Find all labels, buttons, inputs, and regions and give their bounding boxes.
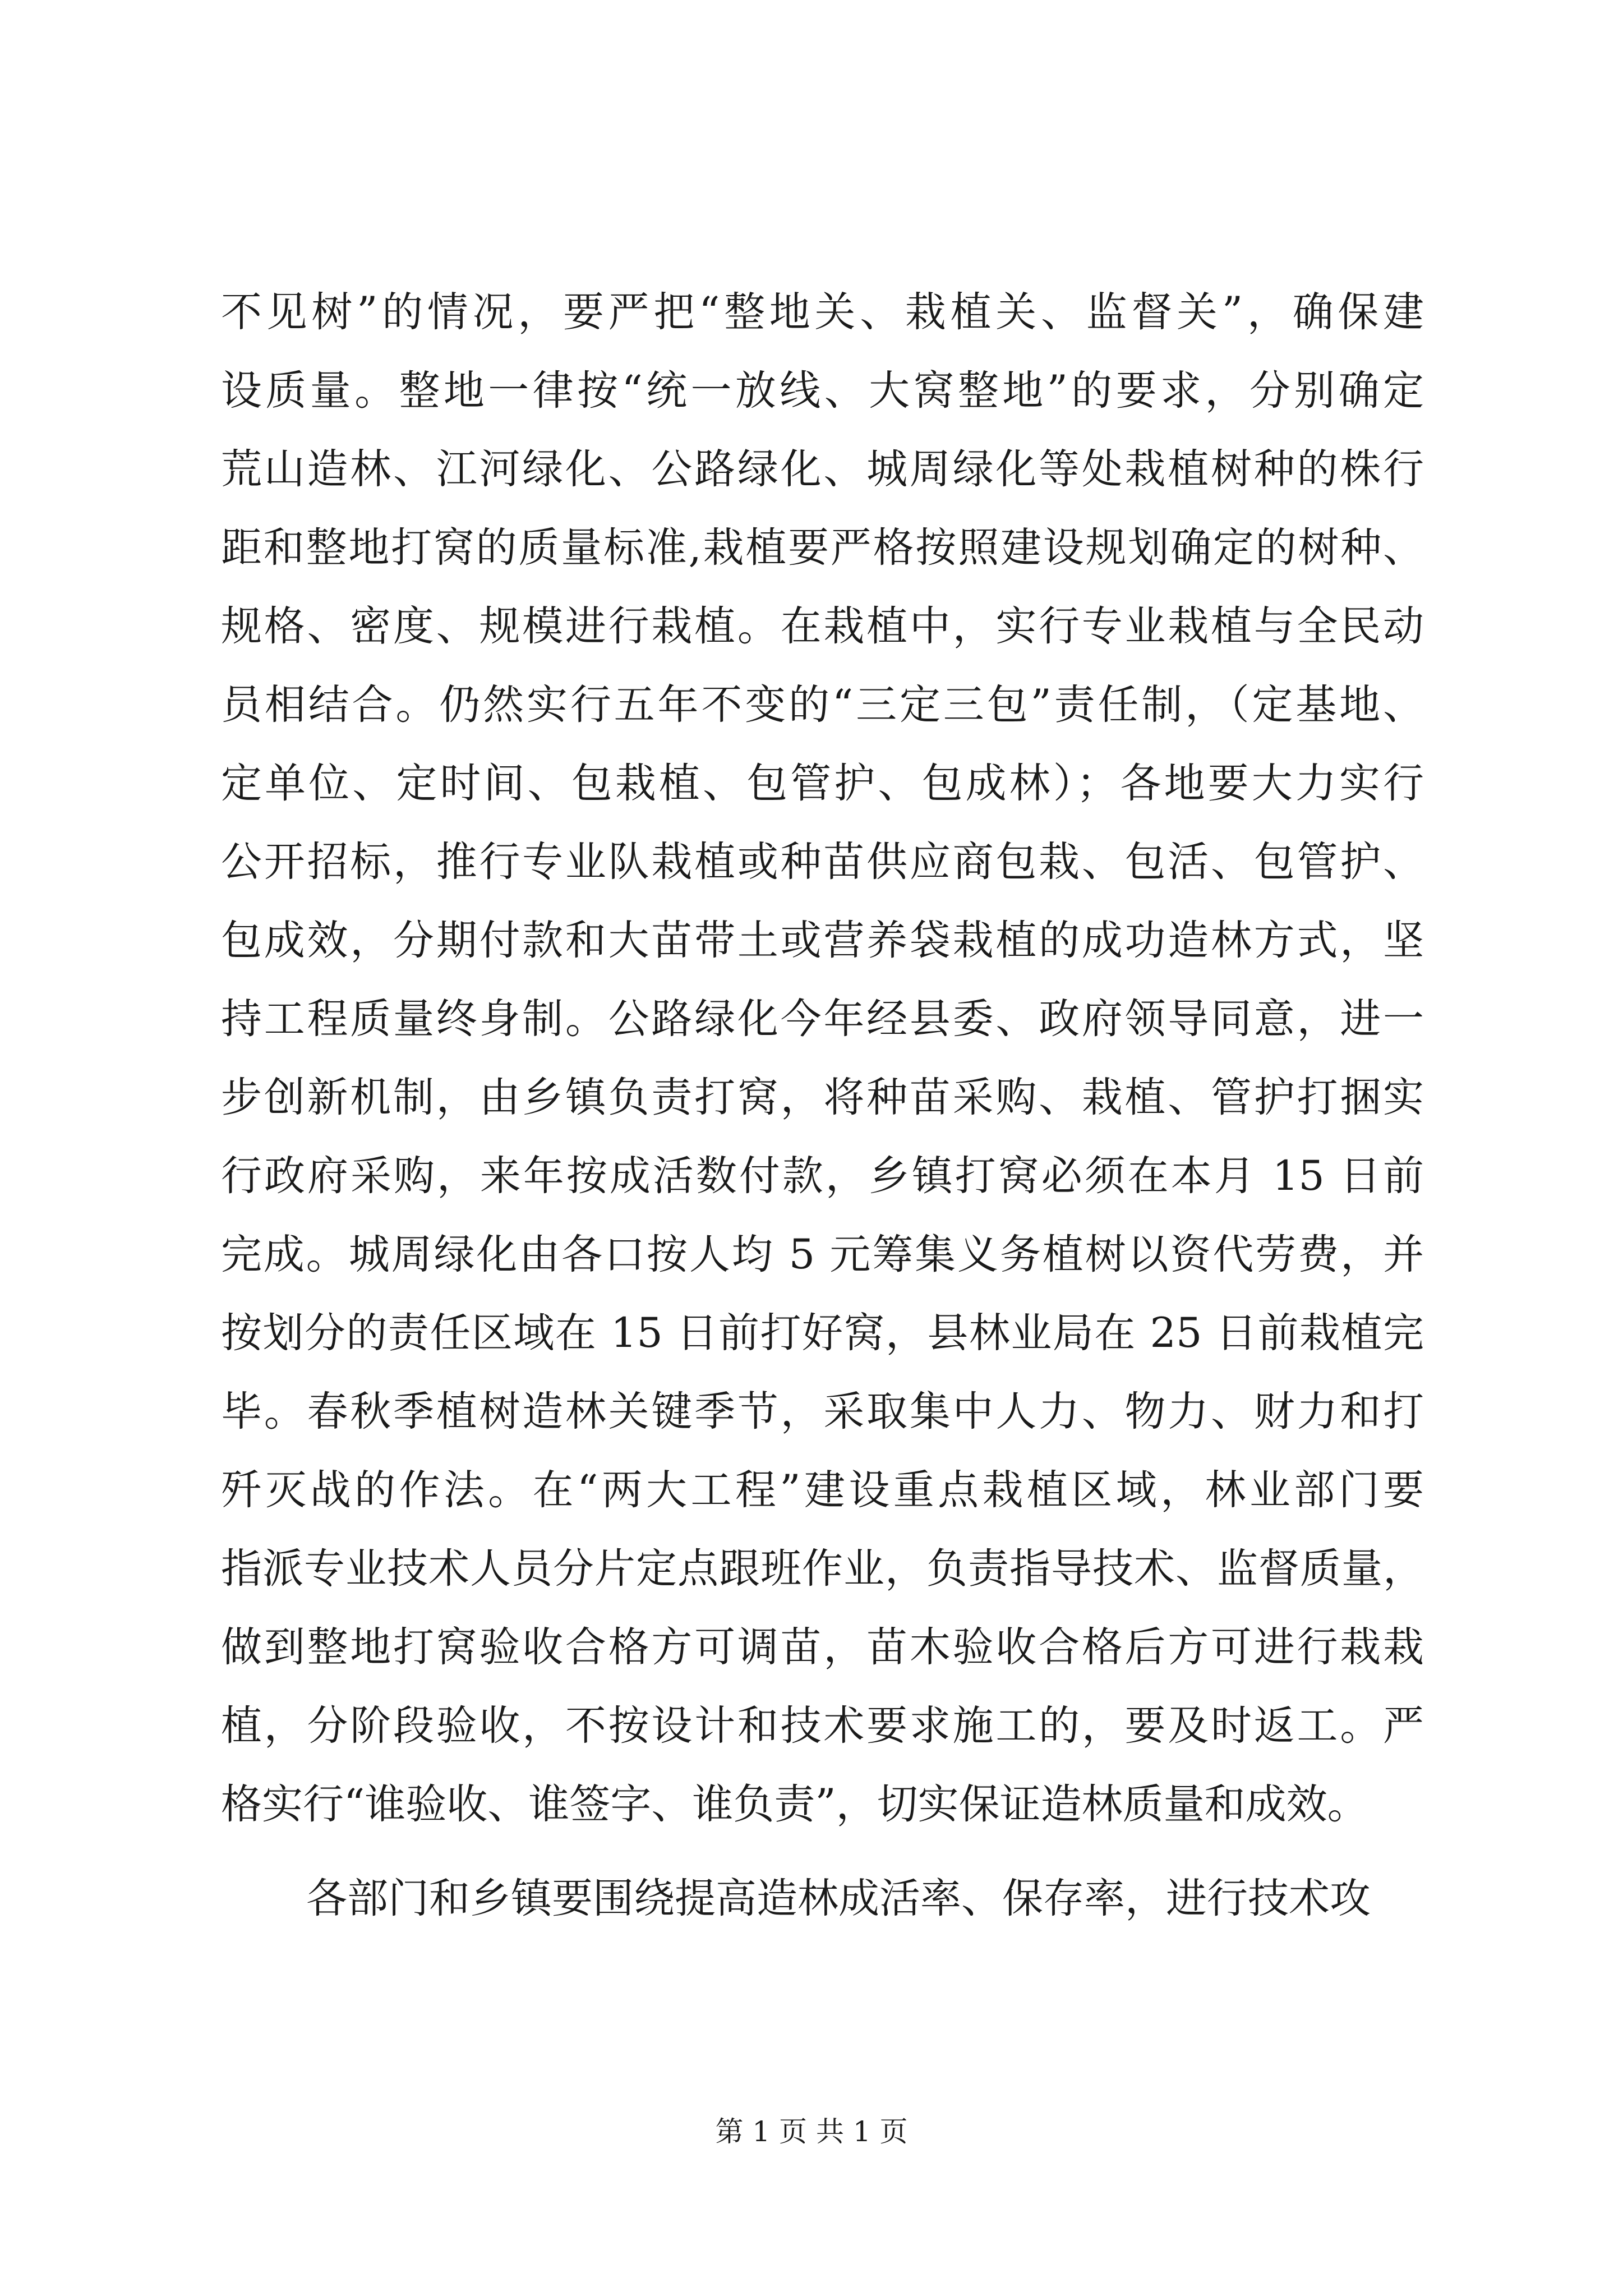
body-line-12: 行政府采购，来年按成活数付款，乡镇打窝必须在本月 15 日前	[221, 1152, 1424, 1200]
body-line-6: 员相结合。仍然实行五年不变的“三定三包”责任制，（定基地、	[221, 681, 1424, 729]
body-line-19: 植，分阶段验收，不按设计和技术要求施工的，要及时返工。严	[221, 1702, 1424, 1750]
body-line-18: 做到整地打窝验收合格方可调苗，苗木验收合格后方可进行栽栽	[221, 1623, 1424, 1671]
body-line-9: 包成效，分期付款和大苗带土或营养袋栽植的成功造林方式，坚	[221, 917, 1424, 964]
body-line-10: 持工程质量终身制。公路绿化今年经县委、政府领导同意，进一	[221, 995, 1424, 1043]
body-line-2: 设质量。整地一律按“统一放线、大窝整地”的要求，分别确定	[221, 367, 1424, 415]
body-line-13: 完成。城周绿化由各口按人均 5 元筹集义务植树以资代劳费，并	[221, 1231, 1424, 1278]
body-line-1: 不见树”的情况，要严把“整地关、栽植关、监督关”，确保建	[221, 288, 1424, 336]
body-line-4: 距和整地打窝的质量标准,栽植要严格按照建设规划确定的树种、	[221, 524, 1424, 572]
body-line-8: 公开招标，推行专业队栽植或种苗供应商包栽、包活、包管护、	[221, 838, 1424, 886]
body-line-14: 按划分的责任区域在 15 日前打好窝，县林业局在 25 日前栽植完	[221, 1309, 1424, 1357]
body-line-20: 格实行“谁验收、谁签字、谁负责”，切实保证造林质量和成效。	[221, 1780, 1368, 1828]
body-line-16: 歼灭战的作法。在“两大工程”建设重点栽植区域，林业部门要	[221, 1466, 1424, 1514]
body-line-17: 指派专业技术人员分片定点跟班作业，负责指导技术、监督质量，	[221, 1545, 1424, 1593]
body-line-15: 毕。春秋季植树造林关键季节，采取集中人力、物力、财力和打	[221, 1388, 1424, 1435]
body-line-7: 定单位、定时间、包栽植、包管护、包成林）；各地要大力实行	[221, 760, 1424, 807]
body-line-21: 各部门和乡镇要围绕提高造林成活率、保存率，进行技术攻	[306, 1875, 1371, 1922]
body-line-5: 规格、密度、规模进行栽植。在栽植中，实行专业栽植与全民动	[221, 602, 1424, 650]
page-number-footer: 第 1 页 共 1 页	[715, 2115, 908, 2148]
body-line-3: 荒山造林、江河绿化、公路绿化、城周绿化等处栽植树种的株行	[221, 445, 1424, 493]
body-line-11: 步创新机制，由乡镇负责打窝，将种苗采购、栽植、管护打捆实	[221, 1074, 1424, 1121]
